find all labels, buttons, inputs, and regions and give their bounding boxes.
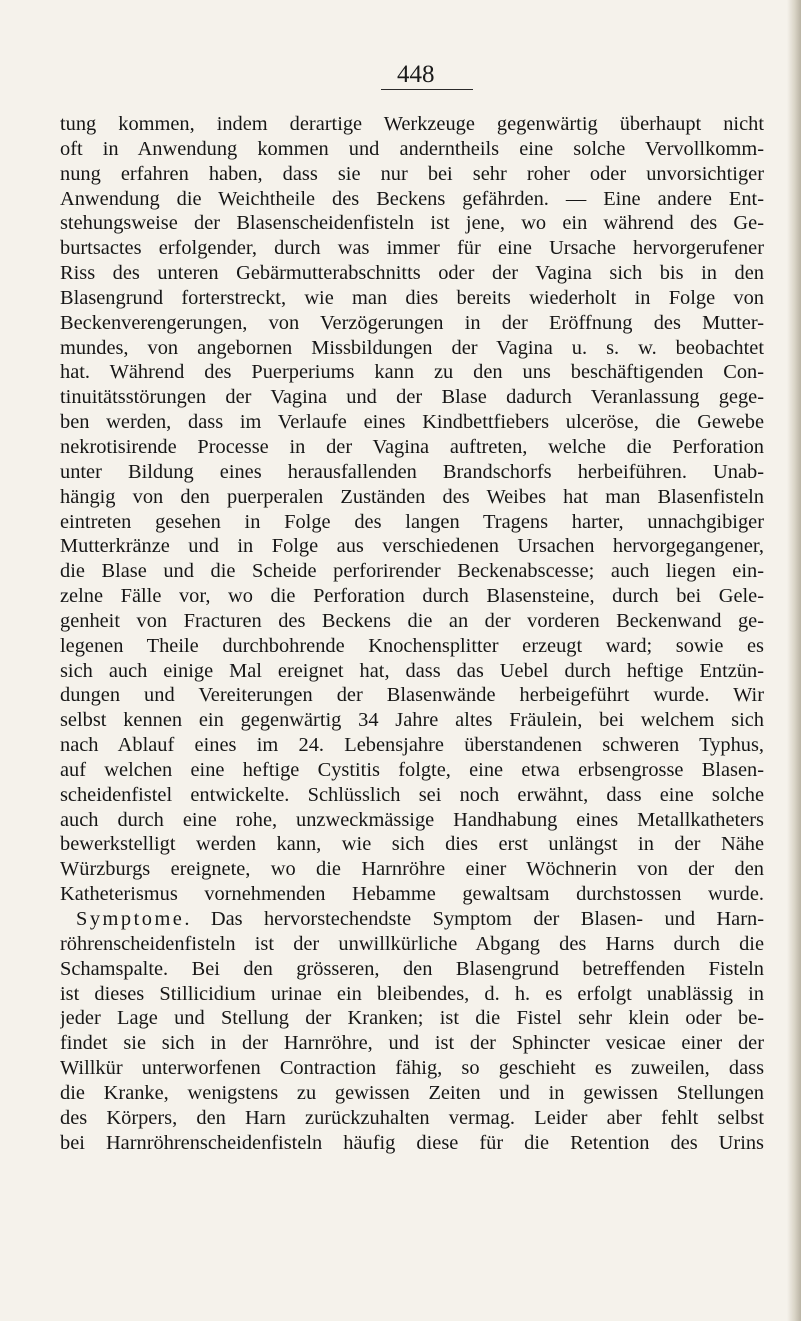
text-line: genheit von Fracturen des Beckens die an der vorderen Beckenwand ge- xyxy=(60,609,764,632)
text-line: Symptome. Das hervorstechendste Symptom der Blasen- und Harn- xyxy=(60,907,764,932)
text-line: bei Harnröhrenscheidenfisteln häufig diese für die Retention des Urins xyxy=(60,1131,764,1154)
text-line: auf welchen eine heftige Cystitis folgte, eine etwa erbsengrosse Blasen- xyxy=(60,758,764,781)
page-number-rule xyxy=(381,89,473,90)
text-line: Blasengrund forterstreckt, wie man dies bereits wiederholt in Folge von xyxy=(60,286,764,309)
page-number: 448 xyxy=(397,61,435,88)
text-line: die Blase und die Scheide perforirender Beckenabscesse; auch liegen ein- xyxy=(60,560,764,583)
text-line: die Kranke, wenigstens zu gewissen Zeiten und in gewissen Stellungen xyxy=(60,1081,764,1104)
text-line: Willkür unterworfenen Contraction fähig, so geschieht es zuweilen, dass xyxy=(60,1057,764,1080)
text-line: Katheterismus vornehmenden Hebamme gewaltsam durchstossen wurde. xyxy=(60,883,764,906)
text-line: zelne Fälle vor, wo die Perforation durch Blasensteine, durch bei Gele- xyxy=(60,585,764,608)
text-line: des Körpers, den Harn zurückzuhalten vermag. Leider aber fehlt selbst xyxy=(60,1106,764,1129)
text-line: selbst kennen ein gegenwärtig 34 Jahre altes Fräulein, bei welchem sich xyxy=(60,709,764,732)
text-line: Mutterkränze und in Folge aus verschiedenen Ursachen hervorgegangener, xyxy=(60,535,764,558)
text-line: ben werden, dass im Verlaufe eines Kindbettfiebers ulceröse, die Gewebe xyxy=(60,411,764,434)
text-line: auch durch eine rohe, unzweckmässige Handhabung eines Metallkatheters xyxy=(60,808,764,831)
text-line: nekrotisirende Processe in der Vagina auftreten, welche die Perforation xyxy=(60,435,764,458)
text-line: ist dieses Stillicidium urinae ein bleibendes, d. h. es erfolgt unablässig in xyxy=(60,982,764,1005)
text-line: Schamspalte. Bei den grösseren, den Blasengrund betreffenden Fisteln xyxy=(60,957,764,980)
text-line: hängig von den puerperalen Zuständen des Weibes hat man Blasenfisteln xyxy=(60,485,764,508)
text-line: mundes, von angebornen Missbildungen der Vagina u. s. w. beobachtet xyxy=(60,336,764,359)
text-line: scheidenfistel entwickelte. Schlüsslich sei noch erwähnt, dass eine solche xyxy=(60,783,764,806)
text-line: jeder Lage und Stellung der Kranken; ist die Fistel sehr klein oder be- xyxy=(60,1007,764,1030)
text-line: Würzburgs ereignete, wo die Harnröhre einer Wöchnerin von der den xyxy=(60,858,764,881)
text-line: Anwendung die Weichtheile des Beckens gefährden. — Eine andere Ent- xyxy=(60,187,764,210)
text-line: Riss des unteren Gebärmutterabschnitts oder der Vagina sich bis in den xyxy=(60,262,764,285)
text-line: eintreten gesehen in Folge des langen Tragens harter, unnachgibiger xyxy=(60,510,764,533)
text-line: nach Ablauf eines im 24. Lebensjahre überstandenen schweren Typhus, xyxy=(60,734,764,757)
text-line: dungen und Vereiterungen der Blasenwände herbeigeführt wurde. Wir xyxy=(60,684,764,707)
text-line: sich auch einige Mal ereignet hat, dass das Uebel durch heftige Entzün- xyxy=(60,659,764,682)
text-line: hat. Während des Puerperiums kann zu den uns beschäftigenden Con- xyxy=(60,361,764,384)
text-line: Beckenverengerungen, von Verzögerungen in der Eröffnung des Mutter- xyxy=(60,311,764,334)
text-line: nung erfahren haben, dass sie nur bei sehr roher oder unvorsichtiger xyxy=(60,162,764,185)
page-edge-shadow xyxy=(787,0,801,1321)
body-text xyxy=(60,112,764,1155)
text-line: bewerkstelligt werden kann, wie sich dies erst unlängst in der Nähe xyxy=(60,833,764,856)
text-line: legenen Theile durchbohrende Knochensplitter erzeugt ward; sowie es xyxy=(60,634,764,657)
text-line: tinuitätsstörungen der Vagina und der Blase dadurch Veranlassung gege- xyxy=(60,386,764,409)
text-line: unter Bildung eines herausfallenden Brandschorfs herbeiführen. Unab- xyxy=(60,460,764,483)
text-line: stehungsweise der Blasenscheidenfisteln ist jene, wo ein während des Ge- xyxy=(60,212,764,235)
text-line: tung kommen, indem derartige Werkzeuge gegenwärtig überhaupt nicht xyxy=(60,113,764,135)
text-line: burtsactes erfolgender, durch was immer für eine Ursache hervorgerufener xyxy=(60,237,764,260)
section-heading-symptome: Symptome xyxy=(76,908,185,930)
text-line: röhrenscheidenfisteln ist der unwillkürliche Abgang des Harns durch die xyxy=(60,932,764,955)
text-line: findet sie sich in der Harnröhre, und ist der Sphincter vesicae einer der xyxy=(60,1032,764,1055)
text-line: oft in Anwendung kommen und anderntheils eine solche Vervollkomm- xyxy=(60,137,764,160)
